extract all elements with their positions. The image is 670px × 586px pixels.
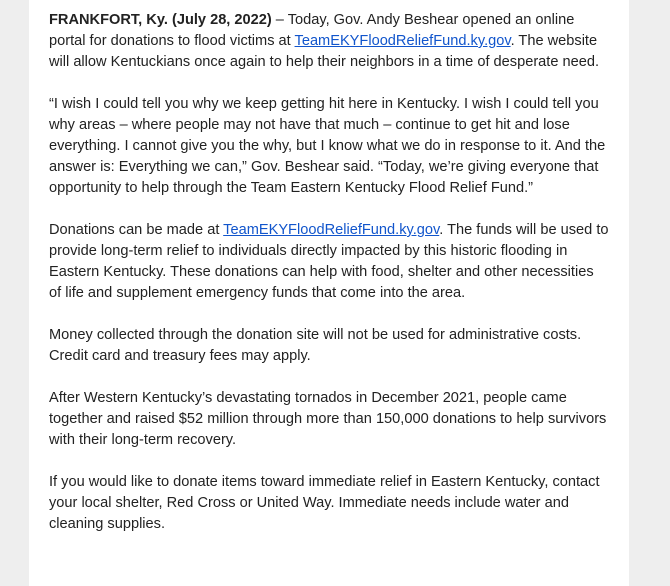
intro-text-b: . The website will allow Kentuckians once again to help their neighbors in a time of desperate need.: [49, 33, 600, 70]
donation-portal-link-2[interactable]: TeamEKYFloodReliefFund.ky.gov: [223, 222, 440, 238]
donations-text-b: . The funds will be used to provide long-term relief to individuals directly impacted by this historic flooding in Eastern Kentucky. These donations can help with food, shelter and other necessities of life and supplement emergency funds that come into the area.: [49, 222, 609, 301]
paragraph-quote: “I wish I could tell you why we keep getting hit here in Kentucky. I wish I could tell you why areas – where people may not have that much – continue to get hit and lose everything. I cannot give you the why, but I know what we do in response to it. And the answer is: Everything we can,” Gov. Beshear said. “Today, we’re giving everyone that opportunity to help through the Team Eastern Kentucky Flood Relief Fund.”: [49, 96, 606, 196]
dateline: FRANKFORT, Ky. (July 28, 2022): [49, 12, 272, 28]
donation-portal-link[interactable]: TeamEKYFloodReliefFund.ky.gov: [294, 33, 511, 49]
paragraph-costs: Money collected through the donation site will not be used for administrative costs. Credit card and treasury fees may apply.: [49, 327, 582, 364]
intro-text-a: – Today, Gov. Andy Beshear opened an online portal for donations to flood victims at: [49, 12, 575, 49]
paragraph-donations: [49, 220, 609, 304]
email-body: [29, 0, 629, 586]
donations-text-a: Donations can be made at: [49, 222, 224, 238]
paragraph-intro: [49, 10, 609, 73]
paragraph-western-ky: After Western Kentucky’s devastating tornados in December 2021, people came together and raised $52 million through more than 150,000 donations to help survivors with their long-term recovery.: [49, 390, 607, 448]
paragraph-donate-items: If you would like to donate items toward immediate relief in Eastern Kentucky, contact your local shelter, Red Cross or United Way. Immediate needs include water and cleaning supplies.: [49, 474, 600, 532]
